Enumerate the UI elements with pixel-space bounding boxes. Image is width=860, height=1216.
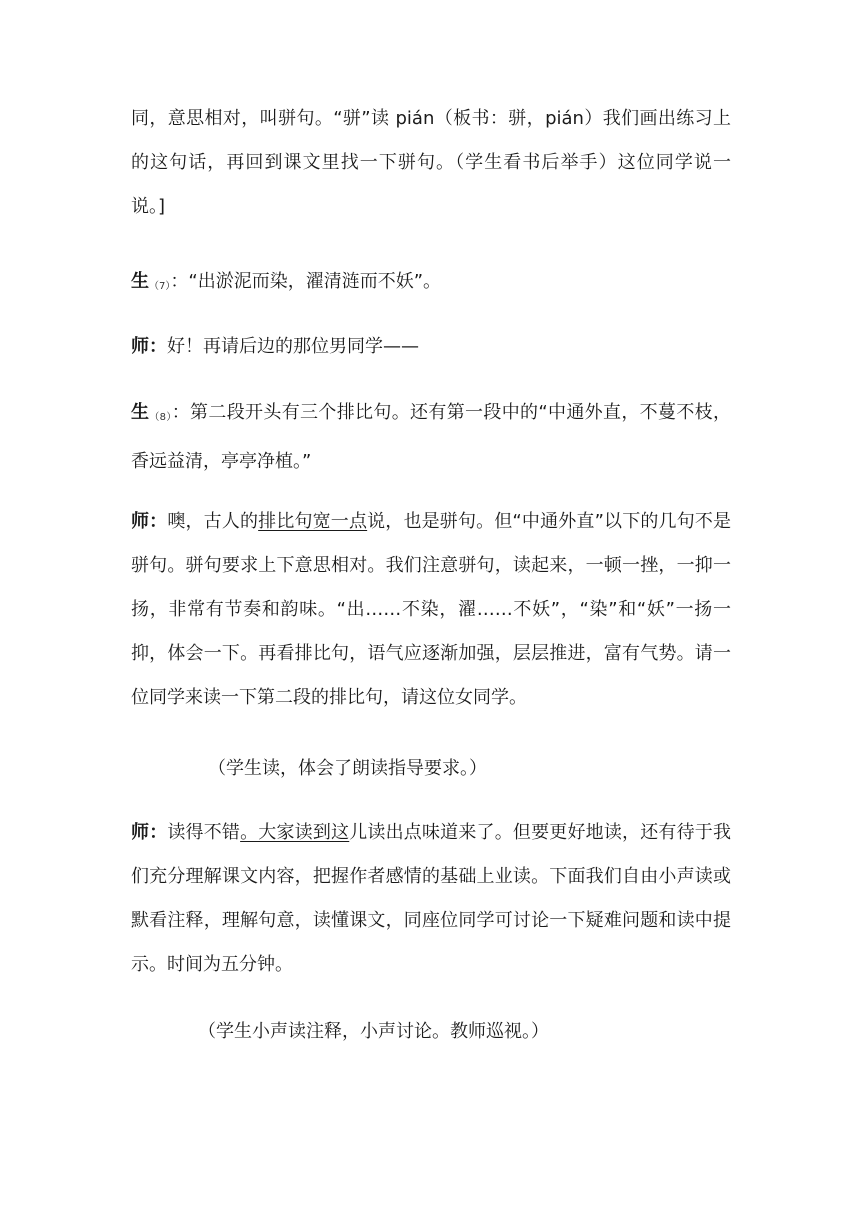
paragraph-teacher-3 — [131, 811, 731, 987]
underlined-phrase: 排比句宽一点 — [258, 511, 368, 532]
paragraph-student-7-text: “出淤泥而染，濯清涟而不妖”。 — [188, 271, 442, 292]
paragraph-1-text-c: ）我们画出练习上的这句话，再回到课文里找一下骈句。（学生看书后举手）这位同学说一说。] — [131, 108, 732, 217]
speaker-colon: ： — [149, 822, 168, 843]
paragraph-teacher-1-text: 好！再请后边的那位男同学—— — [167, 336, 419, 357]
paragraph-teacher-2-text-a: 噢，古人的 — [167, 511, 259, 532]
student-number: （8） — [149, 412, 172, 423]
speaker-student: 生 — [131, 402, 150, 423]
paragraph-1-text-b: （板书：骈， — [434, 108, 546, 129]
paragraph-student-7 — [131, 260, 731, 309]
pinyin-pian-1: pián — [395, 108, 435, 129]
paragraph-1-text-a: 同，意思相对，叫骈句。“骈”读 — [131, 108, 396, 129]
paragraph-1 — [131, 97, 731, 229]
pinyin-pian-2: pián — [545, 108, 584, 129]
paragraph-teacher-2-text-b: 说，也是骈句。但“中通外直”以下的几句不是骈句。骈句要求上下意思相对。我们注意骈句，读起来，一顿一挫，一抑一扬，非常有节奏和韵味。“出……不染，濯……不妖”，“染”和“妖”一扬一抑，体会一下。再看排比句，语气应逐渐加强，层层推进，富有气势。请一位同学来读一下第二段的排比句，请这位女同学。 — [131, 511, 732, 708]
speaker-teacher: 师 — [131, 822, 150, 843]
speaker-colon: ： — [170, 271, 189, 292]
paragraph-teacher-1 — [131, 325, 731, 369]
paragraph-student-8-text: 第二段开头有三个排比句。还有第一段中的“中通外直，不蔓不枝，香远益清，亭亭净植。” — [131, 402, 732, 472]
underlined-phrase: 。大家读到这 — [240, 822, 350, 843]
paragraph-student-8 — [131, 391, 731, 484]
stage-direction-2: （学生小声读注释，小声讨论。教师巡视。） — [198, 1021, 549, 1042]
paragraph-teacher-3-text-a: 读得不错 — [167, 822, 241, 843]
speaker-teacher: 师 — [131, 511, 150, 532]
stage-direction-1: （学生读，体会了朗读指导要求。） — [208, 758, 487, 779]
student-number: （7） — [149, 281, 171, 292]
speaker-student: 生 — [131, 271, 149, 292]
speaker-colon: ： — [149, 336, 167, 357]
speaker-colon: ： — [149, 511, 168, 532]
paragraph-teacher-3-text-b: 儿读出点味道来了。但要更好地读，还有待于我们充分理解课文内容，把握作者感情的基础上业读。下面我们自由小声读或默看注释，理解句意，读懂课文，同座位同学可讨论一下疑难问题和读中提示。时间为五分钟。 — [131, 822, 731, 975]
paragraph-teacher-2 — [131, 500, 731, 720]
speaker-teacher: 师 — [131, 336, 149, 357]
speaker-colon: ： — [171, 402, 191, 423]
